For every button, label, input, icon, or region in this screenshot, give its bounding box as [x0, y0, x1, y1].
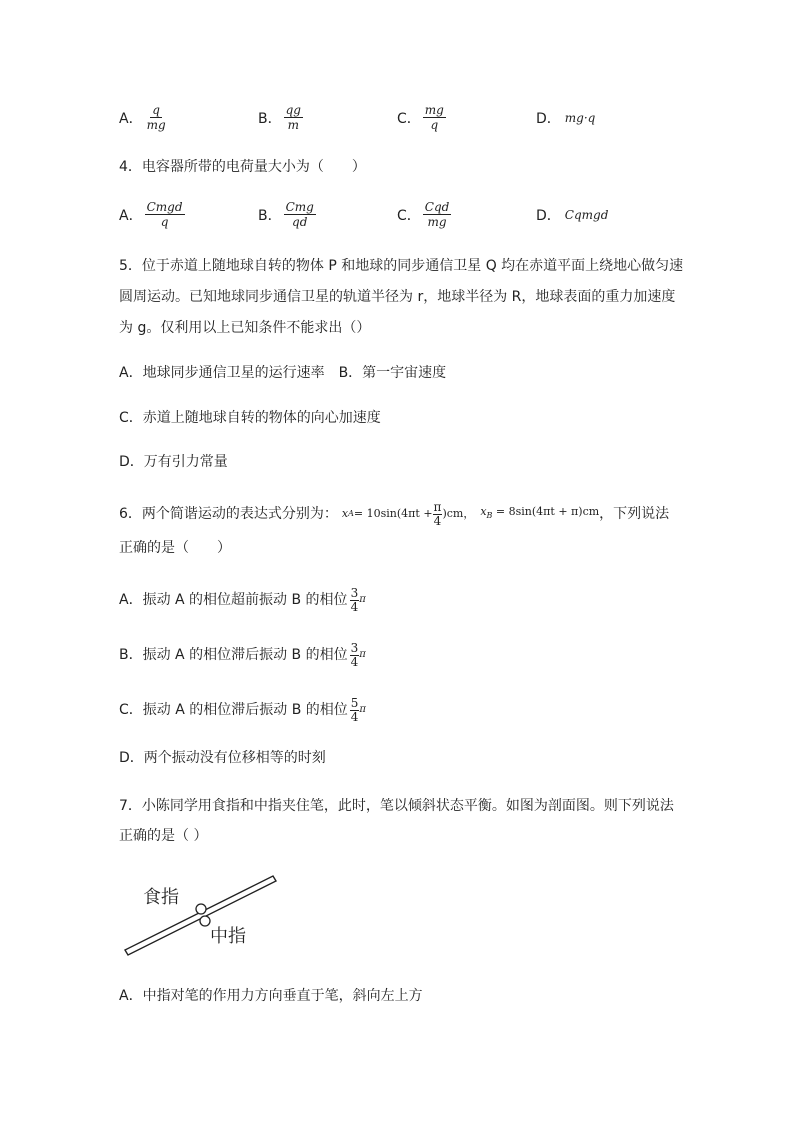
pi-symbol: π	[359, 704, 366, 715]
q6-option-a	[119, 586, 366, 614]
q4-option-d	[536, 205, 608, 225]
q5-stem-line3: 为 g。仅利用以上已知条件不能求出（）	[119, 320, 371, 336]
option-text: B．振动 A 的相位滞后振动 B 的相位	[119, 647, 348, 663]
pen-fingers-diagram	[118, 868, 288, 963]
xa-body: = 10sin(4πt +	[353, 507, 433, 520]
phase-fraction	[350, 697, 360, 724]
fraction	[145, 200, 185, 229]
option-letter: A．	[119, 207, 143, 224]
index-finger-label: 食指	[143, 887, 179, 908]
numerator: Cqd	[424, 200, 450, 214]
q6-option-d: D．两个振动没有位移相等的时刻	[119, 750, 326, 766]
q6-stem-prefix: 6．两个简谐运动的表达式分别为：	[119, 506, 338, 522]
phase-fraction	[350, 642, 360, 669]
denominator: 4	[350, 599, 359, 614]
q4-stem: 4．电容器所带的电荷量大小为（ ）	[119, 159, 366, 175]
numerator: 3	[350, 640, 359, 655]
q7-stem-line2: 正确的是（ ）	[119, 828, 208, 844]
q3-option-c	[397, 103, 446, 132]
option-letter: D．	[536, 208, 561, 224]
numerator: mg	[424, 103, 444, 117]
q5-option-d: D．万有引力常量	[119, 454, 228, 470]
fraction	[284, 103, 303, 132]
denominator: mg	[427, 215, 447, 229]
numerator: q	[152, 103, 160, 117]
q7-stem-line1: 7．小陈同学用食指和中指夹住笔，此时，笔以倾斜状态平衡。如图为剖面图。则下列说法	[119, 798, 674, 814]
q3-option-a	[119, 103, 168, 132]
denominator: 4	[350, 709, 359, 724]
denominator: q	[160, 215, 169, 229]
q3-option-d	[536, 108, 595, 128]
denominator: 4	[433, 513, 442, 528]
fraction	[423, 103, 446, 132]
xb-symbol: x	[480, 504, 487, 518]
option-letter: C．	[397, 207, 421, 224]
option-letter: A．	[119, 110, 143, 127]
index-finger-circle	[196, 904, 206, 914]
fraction	[423, 200, 452, 229]
q6-option-c	[119, 696, 366, 724]
q6-stem-line2: 正确的是（ ）	[119, 540, 231, 556]
expression: mg·q	[564, 111, 596, 125]
q6-stem-line1	[119, 501, 669, 527]
middle-finger-circle	[200, 916, 210, 926]
option-letter: D．	[536, 111, 561, 127]
option-letter: B．	[258, 207, 282, 224]
fraction	[284, 200, 316, 229]
q5-option-c: C．赤道上随地球自转的物体的向心加速度	[119, 410, 381, 426]
pi-symbol: π	[359, 594, 366, 605]
denominator: mg	[146, 118, 166, 132]
xa-phase-fraction	[433, 501, 443, 528]
numerator: Cmgd	[146, 200, 183, 214]
option-letter: B．	[258, 110, 282, 127]
numerator: 3	[350, 585, 359, 600]
numerator: qg	[285, 103, 301, 117]
numerator: Cmg	[285, 200, 314, 214]
q4-option-b	[258, 200, 316, 229]
numerator: 5	[350, 695, 359, 710]
fraction	[145, 103, 168, 132]
denominator: q	[430, 118, 439, 132]
q6-option-b	[119, 641, 366, 669]
numerator: π	[433, 499, 442, 514]
q7-option-a: A．中指对笔的作用力方向垂直于笔，斜向左上方	[119, 988, 423, 1004]
xb-body: = 8sin(4πt + π)cm	[492, 504, 600, 518]
q4-option-a	[119, 200, 185, 229]
denominator: qd	[292, 215, 308, 229]
middle-finger-label: 中指	[210, 926, 246, 947]
q5-stem-line2: 圆周运动。已知地球同步通信卫星的轨道半径为 r，地球半径为 R，地球表面的重力加速度	[119, 289, 676, 305]
q5-stem-line1: 5．位于赤道上随地球自转的物体 P 和地球的同步通信卫星 Q 均在赤道平面上绕地心做匀速	[119, 258, 684, 274]
q6-stem-suffix: ，下列说法	[599, 506, 670, 522]
xa-subscript: A	[348, 509, 354, 518]
option-text: C．振动 A 的相位滞后振动 B 的相位	[119, 702, 348, 718]
q3-option-b	[258, 103, 303, 132]
option-text: A．振动 A 的相位超前振动 B 的相位	[119, 592, 348, 608]
q4-option-c	[397, 200, 451, 229]
pi-symbol: π	[359, 649, 366, 660]
xb-subscript: B	[486, 511, 493, 521]
xb-formula	[480, 502, 599, 526]
phase-fraction	[350, 587, 360, 614]
expression: Cqmgd	[564, 208, 609, 222]
xa-tail: )cm，	[442, 507, 475, 520]
q5-option-ab: A．地球同步通信卫星的运行速率 B．第一宇宙速度	[119, 365, 447, 381]
option-letter: C．	[397, 110, 421, 127]
denominator: 4	[350, 654, 359, 669]
xa-formula	[342, 501, 474, 528]
xa-symbol: x	[341, 507, 349, 520]
denominator: m	[287, 118, 299, 132]
